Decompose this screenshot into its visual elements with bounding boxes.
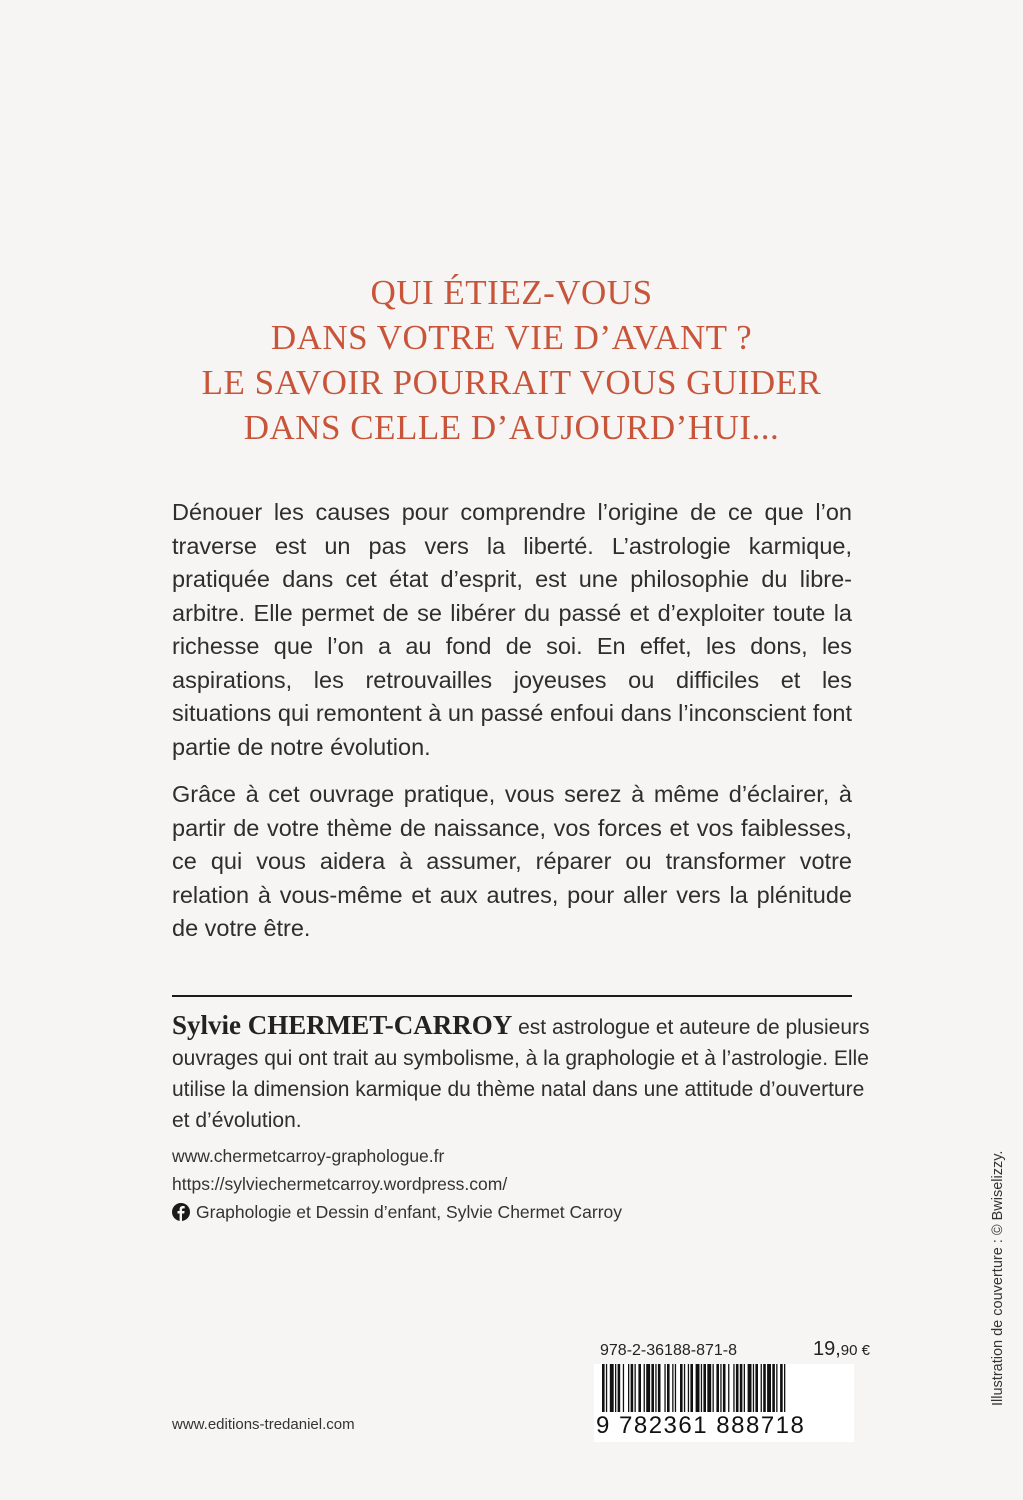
cover-credit: Illustration de couverture : © Bwiselizzy. bbox=[990, 1150, 1006, 1406]
author-name: Sylvie CHERMET-CARROY bbox=[172, 1010, 513, 1040]
author-links bbox=[172, 1142, 852, 1226]
barcode-bar bbox=[690, 1364, 693, 1414]
barcode-bar bbox=[628, 1364, 629, 1414]
barcode-bar bbox=[723, 1364, 726, 1414]
blog-link[interactable]: https://sylviechermetcarroy.wordpress.com/ bbox=[172, 1174, 508, 1194]
barcode-bar bbox=[688, 1364, 689, 1414]
barcode-bar bbox=[658, 1364, 661, 1414]
headline-line: QUI ÉTIEZ-VOUS bbox=[370, 273, 653, 312]
barcode-bar bbox=[716, 1364, 719, 1414]
facebook-icon bbox=[172, 1203, 190, 1221]
barcode-bar bbox=[672, 1364, 673, 1414]
price bbox=[813, 1338, 870, 1361]
barcode-bar bbox=[623, 1364, 624, 1414]
barcode-bar bbox=[740, 1364, 743, 1414]
barcode-bar bbox=[736, 1364, 739, 1414]
description-paragraph-1: Dénouer les causes pour comprendre l’origine de ce que l’on traverse est un pas vers la liberté. L’astrologie karmique, pratiquée dans cet état d’esprit, est une philosophie du libre-arbitre. Elle permet de se libérer du passé et d’exploiter toute la richesse que l’on a au fond de soi. En effet, les dons, les aspirations, les retrouvailles joyeuses ou difficiles et les situations qui remontent à un passé enfoui dans l’inconscient font partie de notre évolution. bbox=[172, 499, 852, 760]
barcode-digits-text: 9 782361 888718 bbox=[596, 1412, 806, 1439]
barcode-bar bbox=[780, 1364, 783, 1414]
barcode-bar bbox=[728, 1364, 729, 1414]
barcode-bar bbox=[644, 1364, 645, 1414]
headline-line: DANS VOTRE VIE D’AVANT ? bbox=[270, 318, 753, 357]
barcode-bar bbox=[680, 1364, 683, 1414]
isbn-price-row bbox=[600, 1338, 870, 1361]
barcode-bar bbox=[631, 1364, 634, 1414]
barcode-bar bbox=[753, 1364, 754, 1414]
barcode-bar bbox=[664, 1364, 665, 1414]
facebook-link-label: Graphologie et Dessin d’enfant, Sylvie Chermet Carroy bbox=[196, 1202, 623, 1222]
barcode-bar bbox=[772, 1364, 775, 1414]
headline-line: LE SAVOIR POURRAIT VOUS GUIDER bbox=[201, 363, 822, 402]
barcode-bar bbox=[655, 1364, 656, 1414]
facebook-link[interactable] bbox=[172, 1198, 852, 1226]
barcode-bar bbox=[748, 1364, 752, 1414]
barcode-bar bbox=[610, 1364, 614, 1414]
publisher-url: www.editions-tredaniel.com bbox=[172, 1416, 355, 1433]
barcode-bar bbox=[667, 1364, 670, 1414]
barcode-bar bbox=[701, 1364, 702, 1414]
barcode-bar bbox=[675, 1364, 676, 1414]
barcode-bar bbox=[635, 1364, 636, 1414]
barcode-bar bbox=[761, 1364, 762, 1414]
barcode-bar bbox=[720, 1364, 721, 1414]
author-bio-text: est astrologue et auteure de plusieurs ouvrages qui ont trait au symbolisme, à la graphologie et à l’astrologie. Elle utilise la dimension karmique du thème natal dans une attitude d’ouverture et d’évolution. bbox=[172, 1016, 870, 1132]
barcode-bar bbox=[733, 1364, 734, 1414]
isbn: 978-2-36188-871-8 bbox=[600, 1342, 737, 1359]
barcode-bar bbox=[784, 1364, 785, 1414]
barcode-bar bbox=[744, 1364, 745, 1414]
barcode-bar bbox=[776, 1364, 777, 1414]
headline-line: DANS CELLE D’AUJOURD’HUI... bbox=[243, 408, 780, 447]
website-link[interactable]: www.chermetcarroy-graphologue.fr bbox=[172, 1146, 445, 1166]
barcode-bar bbox=[646, 1364, 650, 1414]
barcode-bar bbox=[602, 1364, 605, 1414]
description-paragraph-2: Grâce à cet ouvrage pratique, vous serez à même d’éclairer, à partir de votre thème de naissance, vos forces et vos faiblesses, ce qui vous aidera à assumer, réparer ou transformer votre relation à vous-même et aux autres, pour aller vers la plénitude de votre être. bbox=[172, 781, 852, 941]
headline bbox=[150, 270, 873, 450]
price-cents: 90 € bbox=[840, 1342, 870, 1359]
barcode-bar bbox=[696, 1364, 700, 1414]
barcode-bar bbox=[707, 1364, 711, 1414]
barcode-bar bbox=[638, 1364, 641, 1414]
barcode-digits bbox=[594, 1412, 854, 1440]
barcode-bar bbox=[703, 1364, 706, 1414]
barcode-bar bbox=[767, 1364, 771, 1414]
barcode-bar bbox=[763, 1364, 766, 1414]
barcode-bar bbox=[606, 1364, 607, 1414]
divider bbox=[172, 995, 852, 997]
barcode-bar bbox=[755, 1364, 758, 1414]
barcode-bar bbox=[684, 1364, 685, 1414]
price-main: 19, bbox=[812, 1338, 841, 1360]
author-bio bbox=[172, 1010, 872, 1136]
barcode-bar bbox=[713, 1364, 714, 1414]
barcode-bar bbox=[615, 1364, 616, 1414]
barcode-bar bbox=[651, 1364, 654, 1414]
barcode-bar bbox=[618, 1364, 621, 1414]
